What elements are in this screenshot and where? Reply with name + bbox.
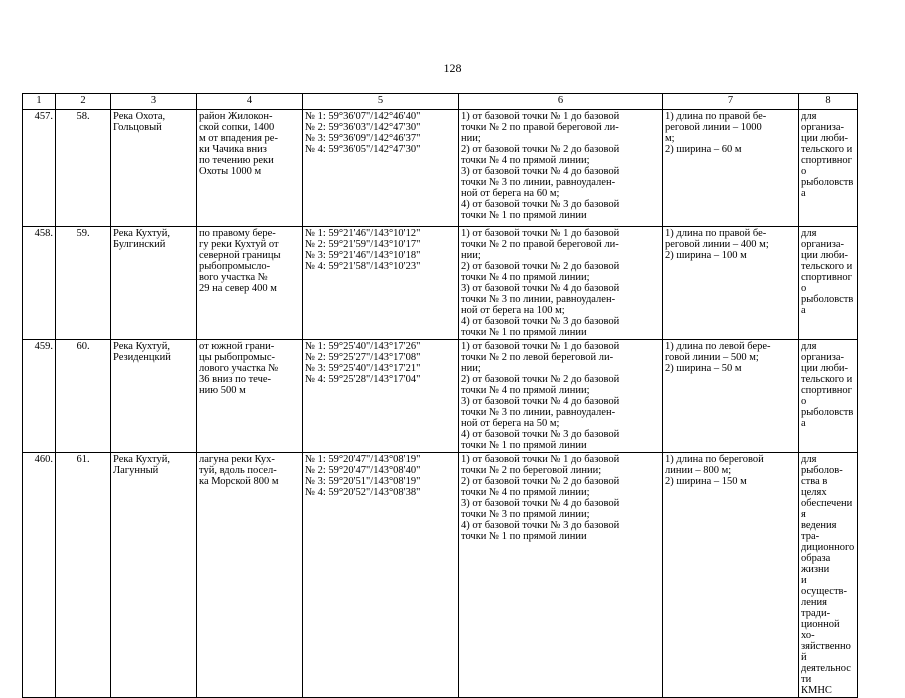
location-cell <box>197 227 303 340</box>
cell-line: ции люби- <box>801 133 849 144</box>
cell-line: 4) от базовой точки № 3 до базовой <box>461 429 620 440</box>
cell-line: для организа- <box>801 111 845 133</box>
cell-line: 1) длина по береговой <box>665 454 764 465</box>
cell-line: ки Чачика вниз <box>199 144 267 155</box>
cell-line: для рыболов- <box>801 454 843 476</box>
cell-line: 2) от базовой точки № 2 до базовой <box>461 374 620 385</box>
cell-line: 1) длина по левой бере- <box>665 341 771 352</box>
table-row <box>23 227 858 340</box>
cell-line: 3) от базовой точки № 4 до базовой <box>461 396 620 407</box>
header-cell: 6 <box>459 94 663 110</box>
cell-line: тельского и <box>801 144 853 155</box>
size-cell <box>663 453 799 698</box>
purpose-cell <box>799 340 858 453</box>
cell-line: нии; <box>461 363 481 374</box>
cell-line: рыболовства <box>801 294 854 316</box>
coordinates-cell <box>303 227 459 340</box>
cell-line: № 4: 59°25'28"/143°17'04" <box>305 374 421 385</box>
cell-line: точки № 1 по прямой линии <box>461 531 587 542</box>
cell-line: реговой линии – 400 м; <box>665 239 769 250</box>
cell-line: № 3: 59°36'09"/142°46'37" <box>305 133 421 144</box>
cell-line: 4) от базовой точки № 3 до базовой <box>461 520 620 531</box>
cell-line: Река Охота, <box>113 111 166 122</box>
header-cell: 3 <box>111 94 197 110</box>
cell-line: спортивного <box>801 272 852 294</box>
cell-line: № 4: 59°36'05"/142°47'30" <box>305 144 421 155</box>
cell-line: туй, вдоль посел- <box>199 465 277 476</box>
boundary-description-cell <box>459 340 663 453</box>
row-number-cell: 458. <box>23 227 56 340</box>
cell-line: точки № 1 по прямой линии <box>461 327 587 338</box>
cell-line: ной от берега на 50 м; <box>461 418 560 429</box>
cell-line: тельского и <box>801 374 853 385</box>
cell-line: № 4: 59°21'58"/143°10'23" <box>305 261 421 272</box>
size-cell <box>663 110 799 227</box>
cell-line: цы рыбопромыс- <box>199 352 275 363</box>
cell-line: ления тради- <box>801 597 831 619</box>
header-cell: 5 <box>303 94 459 110</box>
area-name-cell <box>111 227 197 340</box>
cell-line: ведения тра- <box>801 520 837 542</box>
cell-line: ции люби- <box>801 250 849 261</box>
cell-line: 4) от базовой точки № 3 до базовой <box>461 199 620 210</box>
cell-line: 3) от базовой точки № 4 до базовой <box>461 498 620 509</box>
cell-line: ной от берега на 100 м; <box>461 305 565 316</box>
cell-line: точки № 4 по прямой линии; <box>461 155 590 166</box>
cell-line: № 2: 59°21'59"/143°10'17" <box>305 239 421 250</box>
cell-line: № 3: 59°20'51"/143°08'19" <box>305 476 421 487</box>
cell-line: точки № 2 по правой береговой ли- <box>461 122 619 133</box>
purpose-cell <box>799 110 858 227</box>
cell-line: спортивного <box>801 155 852 177</box>
cell-line: Река Кухтуй, <box>113 341 170 352</box>
table-header-row <box>23 94 858 110</box>
cell-line: точки № 3 по линии, равноудален- <box>461 294 616 305</box>
row-number-cell: 459. <box>23 340 56 453</box>
cell-line: для организа- <box>801 228 845 250</box>
header-cell: 2 <box>56 94 111 110</box>
cell-line: 1) от базовой точки № 1 до базовой <box>461 341 620 352</box>
cell-line: № 4: 59°20'52"/143°08'38" <box>305 487 421 498</box>
coordinates-cell <box>303 453 459 698</box>
cell-line: точки № 3 по прямой линии; <box>461 509 590 520</box>
cell-line: 1) длина по правой бе- <box>665 228 767 239</box>
cell-line: 1) от базовой точки № 1 до базовой <box>461 454 620 465</box>
cell-line: образа жизни <box>801 553 831 575</box>
cell-line: точки № 3 по линии, равноудален- <box>461 177 616 188</box>
cell-line: 2) ширина – 100 м <box>665 250 747 261</box>
table-row <box>23 340 858 453</box>
cell-line: м от впадения ре- <box>199 133 278 144</box>
cell-line: № 3: 59°25'40"/143°17'21" <box>305 363 421 374</box>
cell-line: точки № 4 по прямой линии; <box>461 385 590 396</box>
location-cell <box>197 453 303 698</box>
cell-line: зяйственной <box>801 641 851 663</box>
cell-line: точки № 2 по левой береговой ли- <box>461 352 614 363</box>
location-cell <box>197 340 303 453</box>
cell-line: 1) от базовой точки № 1 до базовой <box>461 228 620 239</box>
cell-line: ка Морской 800 м <box>199 476 279 487</box>
cell-line: 2) от базовой точки № 2 до базовой <box>461 261 620 272</box>
cell-line: № 1: 59°20'47"/143°08'19" <box>305 454 421 465</box>
cell-line: нию 500 м <box>199 385 246 396</box>
boundary-description-cell <box>459 453 663 698</box>
cell-line: Река Кухтуй, <box>113 228 170 239</box>
cell-line: гу реки Кухтуй от <box>199 239 279 250</box>
cell-line: № 3: 59°21'46"/143°10'18" <box>305 250 421 261</box>
cell-line: КМНС <box>801 685 832 696</box>
cell-line: ционной хо- <box>801 619 840 641</box>
cell-line: № 2: 59°25'27"/143°17'08" <box>305 352 421 363</box>
table-row <box>23 453 858 698</box>
cell-line: 2) от базовой точки № 2 до базовой <box>461 476 620 487</box>
cell-line: Булгинский <box>113 239 166 250</box>
coordinates-cell <box>303 340 459 453</box>
cell-line: точки № 2 по правой береговой ли- <box>461 239 619 250</box>
cell-line: 2) ширина – 50 м <box>665 363 742 374</box>
size-cell <box>663 227 799 340</box>
cell-line: тельского и <box>801 261 853 272</box>
header-cell: 8 <box>799 94 858 110</box>
cell-line: лового участка № <box>199 363 279 374</box>
table-row <box>23 110 858 227</box>
cell-line: точки № 4 по прямой линии; <box>461 272 590 283</box>
cell-line: 2) от базовой точки № 2 до базовой <box>461 144 620 155</box>
location-cell <box>197 110 303 227</box>
cell-line: спортивного <box>801 385 852 407</box>
page-number: 128 <box>443 61 462 75</box>
cell-line: 29 на север 400 м <box>199 283 277 294</box>
area-name-cell <box>111 340 197 453</box>
cell-line: 3) от базовой точки № 4 до базовой <box>461 166 620 177</box>
cell-line: реговой линии – 1000 <box>665 122 762 133</box>
cell-line: Гольцовый <box>113 122 162 133</box>
cell-line: район Жилокон- <box>199 111 273 122</box>
cell-line: 36 вниз по тече- <box>199 374 272 385</box>
header-cell: 1 <box>23 94 56 110</box>
cell-line: по правому бере- <box>199 228 276 239</box>
cell-line: 1) от базовой точки № 1 до базовой <box>461 111 620 122</box>
cell-line: 4) от базовой точки № 3 до базовой <box>461 316 620 327</box>
cell-line: лагуна реки Кух- <box>199 454 275 465</box>
cell-line: точки № 1 по прямой линии <box>461 440 587 451</box>
item-number-cell: 58. <box>56 110 111 227</box>
cell-line: № 1: 59°21'46"/143°10'12" <box>305 228 421 239</box>
cell-line: № 1: 59°25'40"/143°17'26" <box>305 341 421 352</box>
cell-line: точки № 3 по линии, равноудален- <box>461 407 616 418</box>
boundary-description-cell <box>459 227 663 340</box>
cell-line: обеспечения <box>801 498 853 520</box>
area-name-cell <box>111 110 197 227</box>
cell-line: 3) от базовой точки № 4 до базовой <box>461 283 620 294</box>
cell-line: вого участка № <box>199 272 268 283</box>
cell-line: 2) ширина – 60 м <box>665 144 742 155</box>
cell-line: точки № 4 по прямой линии; <box>461 487 590 498</box>
cell-line: ской сопки, 1400 <box>199 122 275 133</box>
cell-line: рыболовства <box>801 407 854 429</box>
cell-line: диционного <box>801 542 855 553</box>
cell-line: Резиденцкий <box>113 352 171 363</box>
cell-line: № 2: 59°20'47"/143°08'40" <box>305 465 421 476</box>
cell-line: рыболовства <box>801 177 854 199</box>
cell-line: ции люби- <box>801 363 849 374</box>
cell-line: Охоты 1000 м <box>199 166 262 177</box>
cell-line: и осуществ- <box>801 575 847 597</box>
item-number-cell: 60. <box>56 340 111 453</box>
cell-line: точки № 2 по береговой линии; <box>461 465 602 476</box>
boundary-description-cell <box>459 110 663 227</box>
row-number-cell: 460. <box>23 453 56 698</box>
cell-line: Река Кухтуй, <box>113 454 170 465</box>
cell-line: нии; <box>461 250 481 261</box>
row-number-cell: 457. <box>23 110 56 227</box>
cell-line: ства в целях <box>801 476 828 498</box>
item-number-cell: 59. <box>56 227 111 340</box>
header-cell: 7 <box>663 94 799 110</box>
purpose-cell <box>799 227 858 340</box>
cell-line: 2) ширина – 150 м <box>665 476 747 487</box>
cell-line: № 1: 59°36'07"/142°46'40" <box>305 111 421 122</box>
cell-line: ной от берега на 60 м; <box>461 188 560 199</box>
cell-line: точки № 1 по прямой линии <box>461 210 587 221</box>
cell-line: № 2: 59°36'03"/142°47'30" <box>305 122 421 133</box>
cell-line: северной границы <box>199 250 281 261</box>
area-name-cell <box>111 453 197 698</box>
cell-line: деятельности <box>801 663 851 685</box>
cell-line: от южной грани- <box>199 341 275 352</box>
purpose-cell <box>799 453 858 698</box>
size-cell <box>663 340 799 453</box>
fishing-areas-table <box>22 93 858 698</box>
cell-line: говой линии – 500 м; <box>665 352 759 363</box>
cell-line: линии – 800 м; <box>665 465 732 476</box>
cell-line: Лагунный <box>113 465 159 476</box>
coordinates-cell <box>303 110 459 227</box>
cell-line: рыбопромысло- <box>199 261 271 272</box>
cell-line: нии; <box>461 133 481 144</box>
cell-line: для организа- <box>801 341 845 363</box>
item-number-cell: 61. <box>56 453 111 698</box>
header-cell: 4 <box>197 94 303 110</box>
cell-line: м; <box>665 133 675 144</box>
cell-line: 1) длина по правой бе- <box>665 111 767 122</box>
cell-line: по течению реки <box>199 155 274 166</box>
